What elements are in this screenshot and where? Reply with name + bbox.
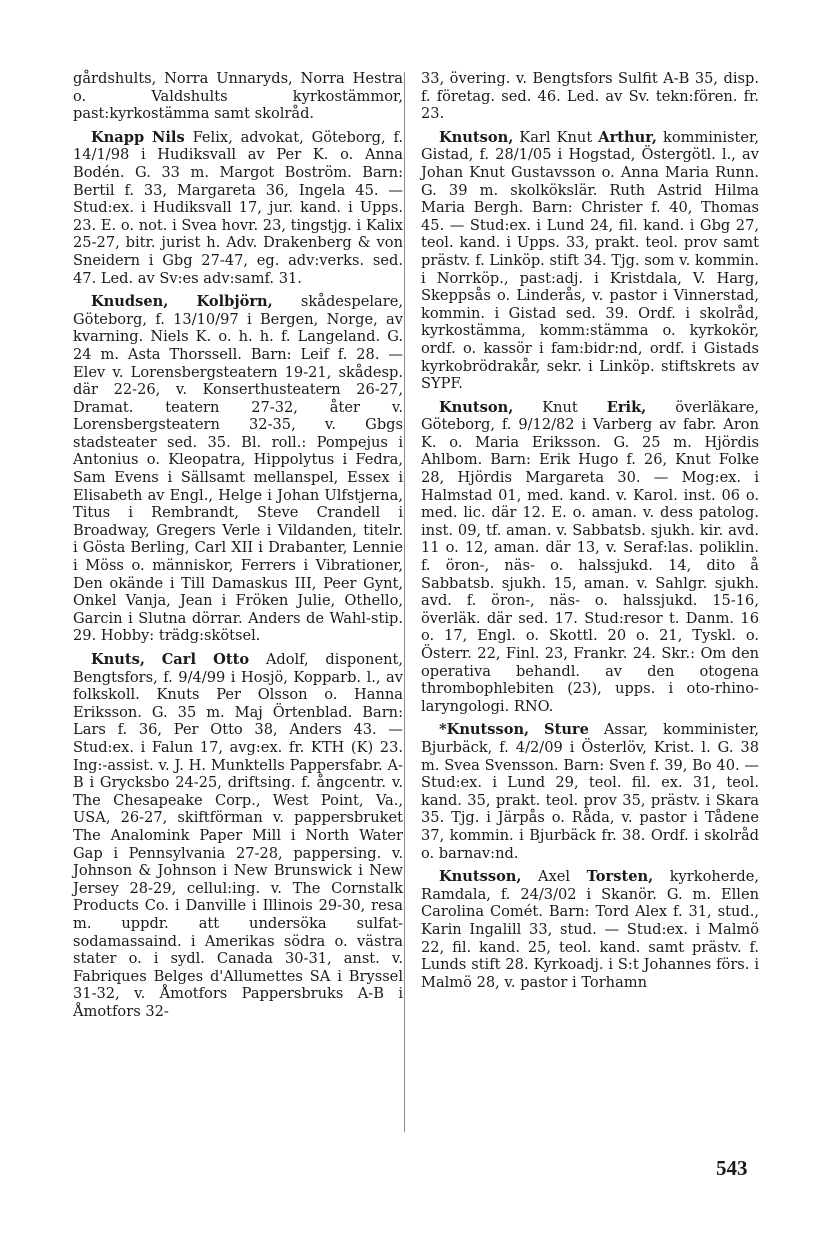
entry-surname: Knutsson, — [439, 868, 522, 886]
page-number: 543 — [716, 1156, 748, 1180]
right-column — [421, 70, 759, 997]
biography-entry — [421, 129, 759, 393]
entry-text: skådespelare, Göteborg, f. 13/10/97 i Bergen, Norge, av kvarning. Niels K. o. h. h. f. Langeland. G. 24 m. Asta Thorssell. Barn: Leif f. 28. — Elev v. Lorensbergsteatern 19-21, skådesp. där 22-26, v. Konserthusteatern 26-27, Dramat. teatern 27-32, åter v. Lorensbergsteatern 32-35, v. Gbgs stadsteater sed. 35. Bl. roll.: Pompejus i Antonius o. Kleopatra, Hippolytus i Fedra, Sam Evens i Sällsamt mellanspel, Essex i Elisabeth av Engl., Helge i Johan Ulfstjerna, Titus i Rembrandt, Steve Crandell i Broadway, Gregers Verle i Vildanden, titelr. i Gösta Berling, Carl XII i Drabanter, Lennie i Möss o. människor, Ferrers i Vibrationer, Den okände i Till Damaskus III, Peer Gynt, Onkel Vanja, Jean i Fröken Julie, Othello, Garcin i Slutna dörrar. Anders de Wahl-stip. 29. Hobby: trädg:skötsel. — [73, 293, 404, 645]
entry-text: Felix, advokat, Göteborg, f. 14/1/98 i Hudiksvall av Per K. o. Anna Bodén. G. 33 m. Margot Boström. Barn: Bertil f. 33, Margareta 36, Ingela 45. — Stud:ex. i Hudiksvall 17, jur. kand. i Upps. 23. E. o. not. i Svea hovr. 23, tingstjg. i Kalix 25-27, bitr. jurist h. Adv. Drakenberg & von Sneidern i Gbg 27-47, eg. adv:verks. sed. 47. Led. av Sv:es adv:samf. 31. — [73, 128, 404, 287]
entry-given-name: Arthur, — [598, 128, 657, 146]
column-divider — [404, 72, 405, 1132]
biography-entry — [73, 651, 403, 1020]
biography-entry — [73, 129, 403, 287]
entry-given-prefix: Karl Knut — [519, 128, 593, 146]
entry-given-name: Erik, — [606, 398, 647, 416]
entry-given-name: Carl Otto — [161, 651, 250, 668]
entry-text: överläkare, Göteborg, f. 9/12/82 i Varberg av fabr. Aron K. o. Maria Eriksson. G. 25 m. Hjördis Ahlbom. Barn: Erik Hugo f. 26, Knut Folke 28, Hjördis Margareta 30. — Mog:ex. i Halmstad 01, med. kand. v. Karol. inst. 06 o. med. lic. där 12. E. o. aman. v. dess patolog. inst. 09, tf. aman. v. Sabbatsb. sjukh. kir. avd. 11 o. 12, aman. där 13, v. Seraf:las. poliklin. f. öron-, näs- o. halssjukd. 14, dito å Sabbatsb. sjukh. 15, aman. v. Sahlgr. sjukh. avd. f. öron-, näs- o. halssjukd. 15-16, överläk. där sed. 17. Stud:resor t. Danm. 16 o. 17, Engl. o. Skottl. 20 o. 21, Tyskl. o. Österr. 22, Finl. 23, Frankr. 24. Skr.: Om den operativa behandl. av den otogena thrombophlebiten (23), upps. i oto-rhino-laryngologi. RNO. — [421, 398, 760, 715]
entry-given-prefix: Axel — [538, 868, 571, 886]
entry-surname: Knutson, — [439, 128, 514, 146]
entry-given-name: Sture — [544, 721, 589, 739]
entry-given-name: Kolbjörn, — [196, 293, 273, 311]
biography-entry — [421, 868, 759, 991]
entry-continuation: gårdshults, Norra Unnaryds, Norra Hestra o. Valdshults kyrkostämmor, past:kyrkostämma samt skolråd. — [73, 70, 403, 123]
entry-surname: Knapp — [91, 128, 145, 146]
entry-continuation: 33, övering. v. Bengtsfors Sulfit A-B 35, disp. f. företag. sed. 46. Led. av Sv. tekn:fören. fr. 23. — [421, 70, 759, 123]
left-column — [73, 70, 403, 1026]
entry-surname: *Knutsson, — [439, 721, 530, 739]
entry-text: komminister, Gistad, f. 28/1/05 i Hogstad, Östergötl. l., av Johan Knut Gustavsson o. Anna Maria Runn. G. 39 m. skolkökslär. Ruth Astrid Hilma Maria Bergh. Barn: Christer f. 40, Thomas 45. — Stud:ex. i Lund 24, fil. kand. i Gbg 27, teol. kand. i Upps. 33, prakt. teol. prov samt prästv. f. Linköp. stift 34. Tjg. som v. kommin. i Norrköp., past:adj. i Kristdala, V. Harg, Skeppsås o. Linderås, v. pastor i Vinnerstad, kommin. i Gistad sed. 39. Ordf. i skolråd, kyrkostämma, komm:stämma o. kyrkokör, ordf. o. kassör i fam:bidr:nd, ordf. i Gistads kyrkobrödrakår, sekr. i Linköp. stiftskrets av SYPF. — [421, 128, 760, 393]
biography-entry — [421, 721, 759, 862]
entry-surname: Knuts, — [91, 651, 145, 668]
entry-given-name: Torsten, — [586, 868, 654, 886]
biography-entry — [73, 293, 403, 645]
entry-text: Assar, komminister, Bjurbäck, f. 4/2/09 i Österlöv, Krist. l. G. 38 m. Svea Svensson. Barn: Sven f. 39, Bo 40. — Stud:ex. i Lund 29, teol. fil. ex. 31, teol. kand. 35, prakt. teol. prov 35, prästv. i Skara 35. Tjg. i Järpås o. Råda, v. pastor i Tådene 37, kommin. i Bjurbäck fr. 38. Ordf. i skolråd o. barnav:nd. — [421, 721, 759, 862]
entry-given-prefix: Knut — [542, 398, 578, 416]
entry-surname: Knutson, — [439, 398, 514, 416]
entry-text: kyrkoherde, Ramdala, f. 24/3/02 i Skanör. G. m. Ellen Carolina Comét. Barn: Tord Alex f. 31, stud., Karin Ingalill 33, stud. — Stud:ex. i Malmö 22, fil. kand. 25, teol. kand. samt prästv. f. Lunds stift 28. Kyrkoadj. i S:t Johannes förs. i Malmö 28, v. pastor i Torhamn — [421, 868, 760, 991]
entry-surname: Knudsen, — [91, 293, 169, 311]
entry-text: Adolf, disponent, Bengtsfors, f. 9/4/99 i Hosjö, Kopparb. l., av folkskoll. Knuts Per Olsson o. Hanna Eriksson. G. 35 m. Maj Örtenblad. Barn: Lars f. 36, Per Otto 38, Anders 43. — Stud:ex. i Falun 17, avg:ex. fr. KTH (K) 23. Ing:-assist. v. J. H. Munktells Pappersfabr. A-B i Grycksbo 24-25, driftsing. f. ångcentr. v. The Chesapeake Corp., West Point, Va., USA, 26-27, skiftförman v. pappersbruket The Analomink Paper Mill i North Water Gap i Pennsylvania 27-28, pappersing. v. Johnson & Johnson i New Brunswick i New Jersey 28-29, cellul:ing. v. The Cornstalk Products Co. i Danville i Illinois 29-30, resa m. uppdr. att undersöka sulfat-sodamassaind. i Amerikas södra o. västra stater o. i sydl. Canada 30-31, anst. v. Fabriques Belges d'Allumettes SA i Bryssel 31-32, v. Åmotfors Pappersbruks A-B i Åmotfors 32- — [73, 651, 403, 1020]
entry-given-name: Nils — [152, 128, 185, 146]
biography-entry — [421, 399, 759, 716]
